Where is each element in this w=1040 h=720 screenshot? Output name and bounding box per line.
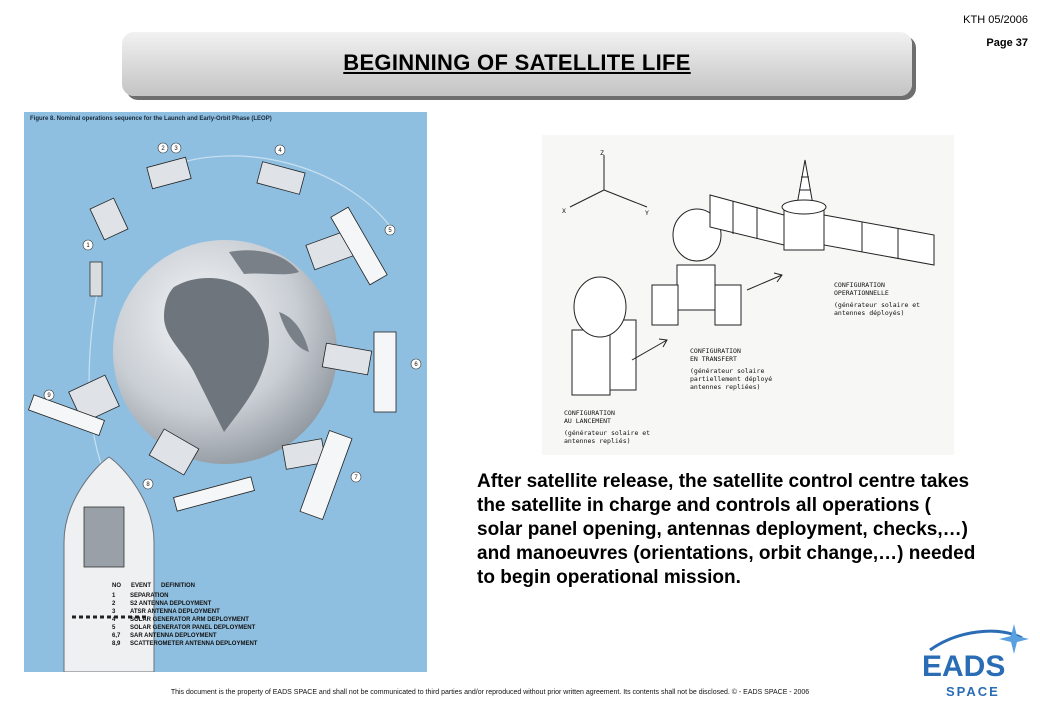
stowed-satellite: [84, 507, 124, 567]
separated-satellite: [90, 262, 102, 296]
body-paragraph: After satellite release, the satellite control centre takes the satellite in charge and controls all operations ( solar panel opening, antennas deployment, checks,…) and manoeuvres (orientations, orbit change,…) needed to begin operational mission.: [477, 471, 976, 588]
marker-2: 2: [161, 146, 165, 152]
config-transfer-line: (générateur solaire: [690, 367, 765, 375]
event-legend: [112, 582, 257, 648]
legend-event: SOLAR GENERATOR PANEL DEPLOYMENT: [130, 625, 256, 631]
config-operational-line: (générateur solaire et: [834, 301, 921, 309]
legend-row: [112, 608, 257, 616]
marker-4: 4: [278, 148, 282, 154]
figure-caption: Figure 8. Nominal operations sequence for the Launch and Early-Orbit Phase (LEOP): [30, 116, 272, 122]
legend-event: SCATTEROMETER ANTENNA DEPLOYMENT: [130, 641, 258, 647]
marker-7: 7: [354, 475, 358, 481]
config-launch-label: [564, 409, 650, 445]
config-launch-line: antennes repliés): [564, 437, 631, 445]
config-transfer-label: [690, 347, 772, 391]
axis-y: Y: [645, 209, 649, 217]
config-transfer-line: EN TRANSFERT: [690, 355, 737, 363]
config-operational-line: antennes déployés): [834, 309, 905, 317]
legend-event: S2 ANTENNA DEPLOYMENT: [130, 601, 212, 607]
confidentiality-footer: This document is the property of EADS SPACE and shall not be communicated to third parties and/or reproduced without prior written agreement. Its contents shall not be disclosed. © - EADS SPACE - 2006: [170, 689, 810, 696]
legend-row: [112, 600, 257, 608]
legend-event: ATSR ANTENNA DEPLOYMENT: [130, 609, 220, 615]
legend-no: 3: [112, 609, 116, 615]
legend-event: SEPARATION: [130, 593, 169, 599]
header-meta: [963, 12, 1028, 51]
legend-col-definition: DEFINITION: [161, 583, 196, 589]
legend-row: [112, 592, 257, 600]
marker-1: 1: [86, 243, 90, 249]
config-launch-line: CONFIGURATION: [564, 409, 615, 417]
marker-9: 9: [47, 393, 51, 399]
axis-x: X: [562, 207, 566, 215]
config-launch-line: (générateur solaire et: [564, 429, 651, 437]
config-launch-line: AU LANCEMENT: [564, 417, 611, 425]
legend-event: SAR ANTENNA DEPLOYMENT: [130, 633, 217, 639]
legend-row: [112, 624, 257, 632]
legend-no: 8,9: [112, 641, 121, 647]
legend-col-event: EVENT: [131, 583, 152, 589]
config-transfer-line: CONFIGURATION: [690, 347, 741, 355]
legend-event: SOLAR GENERATOR ARM DEPLOYMENT: [130, 617, 249, 623]
config-transfer-line: partiellement déployé: [690, 375, 773, 383]
page-title: BEGINNING OF SATELLITE LIFE: [343, 50, 691, 75]
page-number: Page 37: [986, 37, 1028, 49]
logo-text: EADS: [922, 650, 1006, 683]
marker-3: 3: [174, 146, 178, 152]
document-ref: KTH 05/2006: [963, 14, 1028, 26]
legend-no: 4: [112, 617, 116, 623]
legend-row: [112, 640, 257, 648]
config-operational-label: [834, 281, 920, 317]
legend-no: 1: [112, 593, 116, 599]
logo-subtext: SPACE: [946, 684, 1000, 699]
title-banner: [122, 32, 912, 96]
legend-no: 5: [112, 625, 116, 631]
configuration-figure: [542, 135, 954, 455]
legend-col-no: NO: [112, 583, 121, 589]
marker-6: 6: [414, 362, 418, 368]
legend-no: 2: [112, 601, 116, 607]
config-transfer-line: antennes repliées): [690, 383, 761, 391]
legend-row: [112, 632, 257, 640]
configuration-drawing: [542, 135, 954, 455]
marker-8: 8: [146, 482, 150, 488]
marker-5: 5: [388, 228, 392, 234]
legend-no: 6,7: [112, 633, 121, 639]
eads-logo-mark: [918, 616, 1030, 706]
axis-z: Z: [600, 149, 604, 157]
leop-figure: [24, 112, 427, 672]
eads-logo: [918, 616, 1030, 706]
config-operational-line: CONFIGURATION: [834, 281, 885, 289]
config-operational-line: OPERATIONNELLE: [834, 289, 889, 297]
legend-row: [112, 616, 257, 624]
